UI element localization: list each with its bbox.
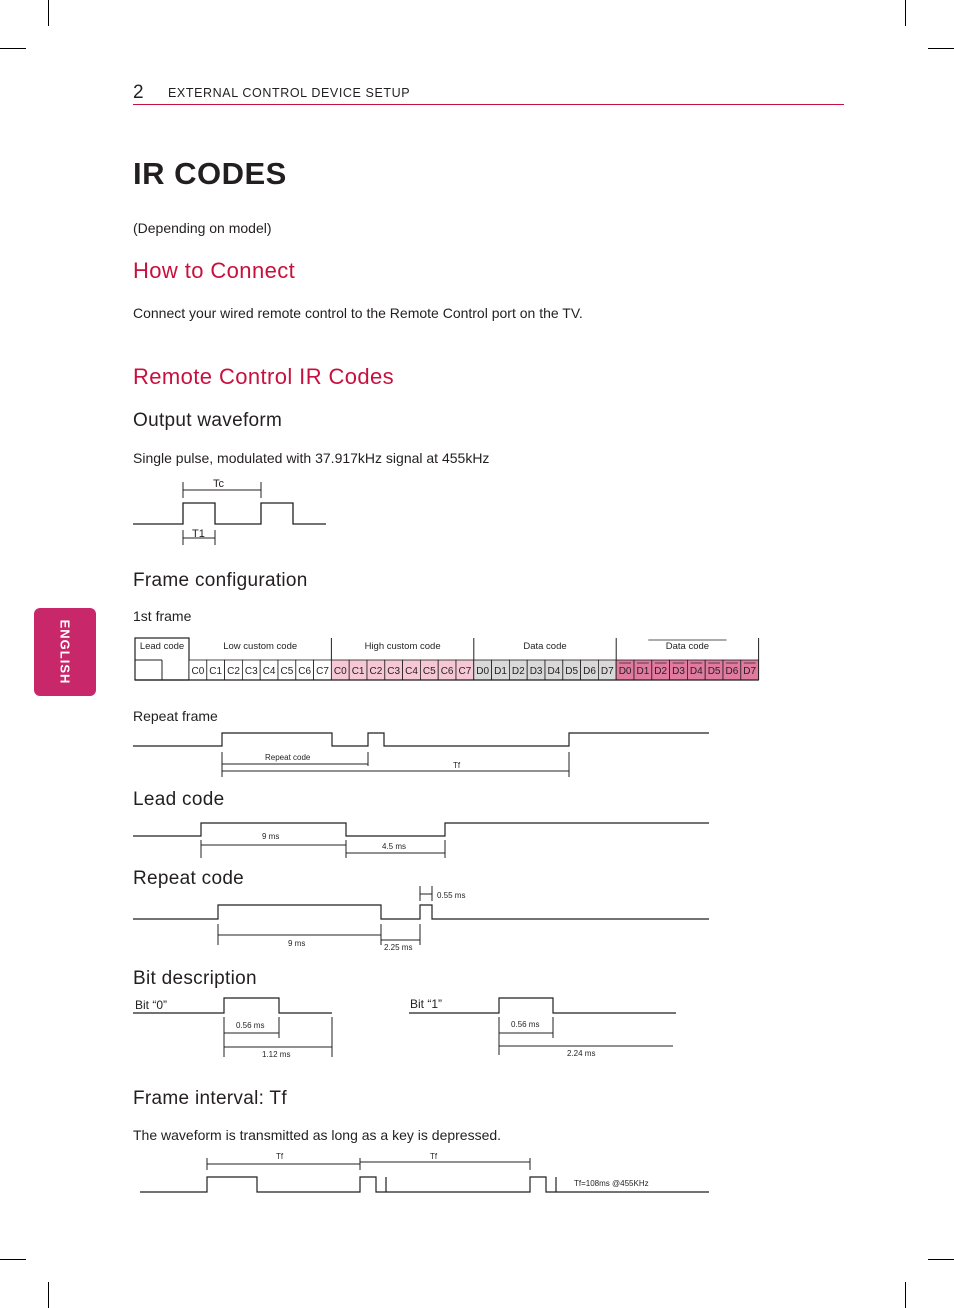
bit-cell-label: C5 [422,666,436,677]
bit-cell-label: C5 [280,666,294,677]
bit-cell-label: C2 [369,666,383,677]
tf-note: Tf=108ms @455KHz [574,1179,649,1188]
bit1-label: Bit “1” [410,997,443,1011]
bit-cell-label: C4 [262,666,276,677]
repeat-pulse-label: 0.55 ms [437,891,466,900]
repeat-frame-diagram [133,733,709,777]
output-waveform-diagram [133,482,326,545]
frame-group-label: Data code [665,641,710,652]
lead-high-label: 9 ms [262,832,280,841]
lead-code-heading: Lead code [133,789,225,810]
bit-cell-label: C0 [191,666,205,677]
repeat-low-label: 2.25 ms [384,943,413,952]
bit-cell-label: C3 [244,666,258,677]
model-note: (Depending on model) [133,220,272,236]
bit-cell-label: D4 [689,666,703,677]
frame-group-label: Low custom code [223,641,298,652]
bit-cell-label: D3 [529,666,543,677]
bit0-label: Bit “0” [135,998,168,1012]
bit-cell-label: D1 [636,666,650,677]
bit-cell-label: D0 [618,666,632,677]
bit-cell-label: D6 [725,666,739,677]
repeat-tf-label: Tf [453,761,461,770]
how-to-connect-heading: How to Connect [133,258,296,283]
tf2-label: Tf [430,1152,438,1161]
bit-cell-label: D1 [494,666,507,677]
bit0-total-label: 1.12 ms [262,1050,291,1059]
bit1-total-label: 2.24 ms [567,1049,596,1058]
frame-group-label: High custom code [364,641,441,652]
t1-label: T1 [192,528,205,540]
bit-cell-label: D3 [672,666,685,677]
frame-config-heading: Frame configuration [133,570,308,591]
page-number: 2 [133,82,144,103]
bit-cell-label: C6 [298,666,312,677]
repeat-code-label: Repeat code [265,753,311,762]
lead-code-diagram [133,823,709,858]
bit-cell-label: D0 [476,666,490,677]
frame-interval-heading: Frame interval: Tf [133,1088,287,1109]
repeat-frame-label: Repeat frame [133,708,218,724]
bit1-diagram [409,998,676,1055]
bit-cell-label: C3 [387,666,401,677]
bit-cell-label: C7 [316,666,329,677]
tf1-label: Tf [276,1152,284,1161]
repeat-code-heading: Repeat code [133,868,245,889]
bit-cell-label: C0 [333,666,347,677]
bit-cell-label: C1 [209,666,223,677]
output-waveform-text: Single pulse, modulated with 37.917kHz signal at 455kHz [133,450,490,466]
repeat-frame-waveform [133,733,709,746]
bit-cell-label: D5 [707,666,721,677]
repeat-code-waveform [133,905,709,919]
bit-cell-label: C1 [351,666,365,677]
section-header: EXTERNAL CONTROL DEVICE SETUP [168,86,411,100]
repeat-code-diagram [133,886,709,945]
bit-cell-label: C6 [440,666,454,677]
bit1-waveform [409,998,676,1013]
bit-cell-label: D6 [583,666,596,677]
first-frame-label: 1st frame [133,608,192,624]
output-waveform-heading: Output waveform [133,410,283,431]
bit-cell-label: D2 [511,666,525,677]
bit-description-heading: Bit description [133,968,257,989]
bit-cell-label: D5 [565,666,579,677]
bit-cell-label: C4 [405,666,418,677]
repeat-high-label: 9 ms [288,939,306,948]
how-to-connect-text: Connect your wired remote control to the Remote Control port on the TV. [133,305,583,321]
language-tab-label: ENGLISH [57,619,73,685]
bit1-high-label: 0.56 ms [511,1020,540,1029]
lead-code-waveform [133,823,709,836]
bit-cell-label: D2 [654,666,668,677]
page-title: IR CODES [133,156,287,191]
remote-codes-heading: Remote Control IR Codes [133,364,395,389]
bit-cell-label: D7 [743,666,757,677]
frame-group-label: Data code [523,641,567,652]
tc-label: Tc [213,478,224,490]
frame-group-label: Lead code [139,641,185,652]
bit0-high-label: 0.56 ms [236,1021,265,1030]
bit-cell-label: C2 [227,666,240,677]
frame-config-table [135,638,759,680]
bit-cell-label: D4 [547,666,561,677]
bit-cell-label: C7 [458,666,472,677]
lead-low-label: 4.5 ms [382,842,407,851]
output-waveform-line [133,503,326,524]
bit-cell-label: D7 [600,666,614,677]
frame-interval-text: The waveform is transmitted as long as a key is depressed. [133,1127,502,1143]
